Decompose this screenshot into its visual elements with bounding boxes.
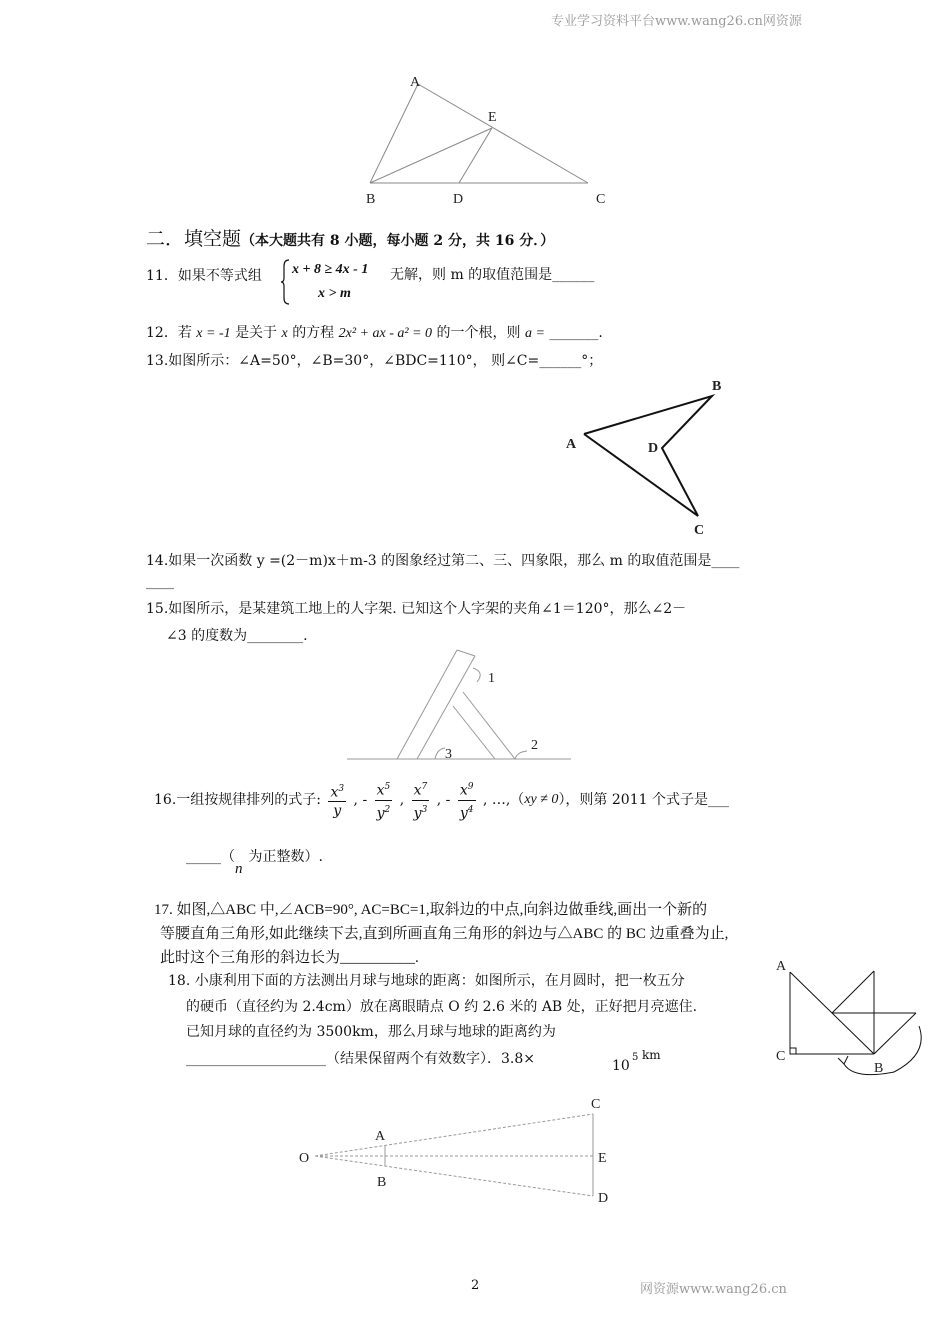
figure-triangle-bde bbox=[360, 70, 620, 210]
q15-label-3: 3 bbox=[445, 747, 452, 762]
page-number: 2 bbox=[471, 1278, 480, 1293]
q16-term-3-num-exp: 7 bbox=[421, 782, 428, 792]
q16-ellipsis: , …,（ bbox=[482, 792, 525, 809]
q16-suffix: ），则第 2011 个式子是___ bbox=[558, 792, 729, 809]
q12-p3: 的方程 bbox=[292, 325, 335, 341]
top-edge bbox=[457, 650, 475, 656]
q11-suffix: 无解，则 m 的取值范围是 bbox=[390, 267, 553, 283]
q15-label-1: 1 bbox=[488, 671, 495, 686]
rotation-arrow-head bbox=[838, 1056, 848, 1064]
q13-shape bbox=[584, 396, 712, 516]
q16-term-4-num: x bbox=[459, 782, 468, 799]
q16-term-3-den-exp: 3 bbox=[421, 804, 428, 815]
q15-line2: ∠3 的度数为________. bbox=[166, 628, 308, 644]
q16-term-4-num-exp: 9 bbox=[467, 782, 474, 792]
q16-prefix: 16.一组按规律排列的式子: bbox=[154, 792, 321, 809]
figure-q15-trestle bbox=[345, 648, 575, 763]
q16-term-2-sign: - bbox=[362, 792, 368, 809]
q12-m1: x = -1 bbox=[196, 326, 231, 341]
q13-label-b: B bbox=[712, 379, 722, 394]
q13-label-a: A bbox=[566, 437, 577, 452]
q17-label-c: C bbox=[776, 1049, 786, 1064]
q16-term-2-num-exp: 5 bbox=[384, 782, 391, 792]
label-b: B bbox=[366, 192, 376, 207]
q18-line4 bbox=[186, 1048, 535, 1068]
line-be bbox=[370, 128, 492, 183]
q16-line1: 16.一组按规律排列的式子: $\frac{x^3}{y}$ , - $\frac{x^5}{y^2}$ , $\frac{x^7}{y^3}$ , - $\frac{x^9}{y^4}$ , …,（xy ≠ 0），则第 2011 个式子是___ bbox=[154, 778, 729, 822]
q18-blank: ____________________ bbox=[186, 1051, 326, 1067]
q16-term-2 bbox=[375, 778, 393, 822]
q17-line3: 此时这个三角形的斜边长为__________. bbox=[160, 950, 419, 966]
section-note: （本大题共有 8 小题，每小题 2 分，共 16 分．） bbox=[241, 233, 555, 249]
q16-term-2-den: y bbox=[376, 805, 385, 822]
angle-2-arc bbox=[515, 751, 527, 759]
q18-line3: 已知月球的直径约为 3500km，那么月球与地球的距离约为 bbox=[186, 1024, 556, 1040]
q12-m2: x bbox=[281, 326, 288, 341]
q16-term-3-num: x bbox=[413, 782, 422, 799]
q18-line1: 18. 小康利用下面的方法测出月球与地球的距离：如图所示，在月圆时，把一枚五分 bbox=[168, 973, 685, 989]
leg-right-outer bbox=[463, 692, 515, 759]
q18-label-d: D bbox=[598, 1191, 609, 1206]
q16-term-3 bbox=[412, 778, 430, 822]
angle-1-arc bbox=[473, 668, 480, 682]
q11-suffix-line bbox=[390, 264, 594, 284]
q18-label-e: E bbox=[598, 1151, 607, 1166]
q17-label-a: A bbox=[776, 959, 787, 974]
label-a: A bbox=[410, 75, 421, 90]
q18-answer-exp: 5 bbox=[632, 1052, 639, 1063]
q16-line2-end: 为正整数）. bbox=[248, 849, 323, 865]
q17-line1: 17. 如图,△ABC 中,∠ACB=90°, AC=BC=1,取斜边的中点,向斜边做垂线,画出一个新的 bbox=[154, 902, 708, 918]
q14-line1: 14.如果一次函数 y =(2－m)x＋m-3 的图象经过第二、三、四象限，那么 m 的取值范围是____ bbox=[146, 553, 740, 569]
q11-prefix: 11．如果不等式组 bbox=[146, 268, 262, 284]
q11-blank: ______ bbox=[552, 267, 595, 283]
q17-label-b: B bbox=[874, 1061, 884, 1076]
q12-m3: 2x² + ax - a² = 0 bbox=[338, 326, 433, 341]
q16-term-1 bbox=[328, 780, 346, 821]
section-heading bbox=[146, 224, 554, 251]
header-watermark: 专业学习资料平台www.wang26.cn网资源 bbox=[551, 14, 802, 29]
line-oc bbox=[315, 1114, 593, 1156]
q12-p4: 的一个根，则 bbox=[436, 325, 521, 341]
q16-term-2-num: x bbox=[376, 782, 385, 799]
angle-3-arc bbox=[435, 748, 445, 759]
section-title: 二．填空题 bbox=[146, 228, 242, 250]
figure-q18-moon-distance bbox=[295, 1092, 625, 1212]
q16-term-2-den-exp: 2 bbox=[384, 804, 391, 815]
q12-m4: a = bbox=[524, 326, 545, 341]
q15-label-2: 2 bbox=[531, 738, 538, 753]
q12-p1: 12．若 bbox=[146, 325, 192, 341]
q16-term-4-den-exp: 4 bbox=[467, 804, 474, 815]
figure-q13-quadrilateral bbox=[560, 372, 740, 542]
label-e: E bbox=[488, 110, 497, 125]
q11-ineq2: x > m bbox=[318, 286, 351, 301]
q16-term-1-den: y bbox=[333, 803, 342, 820]
q12-line bbox=[146, 322, 603, 342]
q11-ineq1: x + 8 ≥ 4x - 1 bbox=[292, 262, 369, 277]
q18-line2: 的硬币（直径约为 2.4cm）放在离眼睛点 O 约 2.6 米的 AB 处，正好把月亮遮住. bbox=[186, 999, 698, 1015]
q17-line2: 等腰直角三角形,如此继续下去,直到所画直角三角形的斜边与△ABC 的 BC 边重叠为止, bbox=[160, 926, 729, 942]
label-d: D bbox=[453, 192, 464, 207]
label-c: C bbox=[596, 192, 606, 207]
line-ab bbox=[370, 84, 418, 183]
q18-label-o: O bbox=[299, 1151, 310, 1166]
q16-term-4 bbox=[458, 778, 476, 822]
q16-term-3-den: y bbox=[413, 805, 422, 822]
q16-cond: xy ≠ 0 bbox=[524, 792, 559, 808]
line-ac bbox=[418, 84, 588, 183]
right-angle-mark bbox=[790, 1048, 796, 1054]
q16-line2 bbox=[186, 846, 323, 877]
q13-label-d: D bbox=[648, 441, 659, 456]
q13-label-c: C bbox=[694, 523, 705, 538]
side-3 bbox=[874, 1013, 916, 1054]
footer-watermark: 网资源www.wang26.cn bbox=[640, 1282, 787, 1297]
q18-answer-base: 10 bbox=[612, 1058, 630, 1074]
q16-term-4-sign: - bbox=[445, 792, 451, 809]
brace-icon bbox=[280, 258, 290, 306]
q18-label-b: B bbox=[377, 1175, 387, 1190]
figure-q17-isosceles-chain bbox=[774, 956, 934, 1086]
q16-term-1-num: x bbox=[330, 784, 339, 801]
q18-label-c: C bbox=[591, 1097, 601, 1112]
q12-p2: 是关于 bbox=[235, 325, 278, 341]
q12-p5: _______. bbox=[549, 325, 603, 341]
perp-1 bbox=[832, 971, 874, 1013]
line-de bbox=[459, 128, 492, 183]
q18-line4-text: （结果保留两个有效数字）．3.8× bbox=[326, 1051, 535, 1067]
q16-line2-n: n bbox=[235, 861, 243, 877]
q16-term-1-num-exp: 3 bbox=[338, 783, 345, 794]
q16-line2-blank: _____（ bbox=[186, 849, 235, 865]
q18-answer-unit: km bbox=[642, 1048, 661, 1062]
q16-term-4-den: y bbox=[459, 805, 468, 822]
line-od bbox=[315, 1156, 593, 1196]
q15-line1: 15.如图所示，是某建筑工地上的人字架. 已知这个人字架的夹角∠1＝120°，那么∠2－ bbox=[146, 601, 687, 617]
q13-text: 13.如图所示：∠A=50°，∠B=30°，∠BDC=110°， 则∠C=______°； bbox=[146, 353, 603, 369]
leg-right-inner bbox=[453, 706, 495, 759]
q14-line2: ____ bbox=[146, 574, 174, 590]
q18-label-a: A bbox=[375, 1129, 386, 1144]
